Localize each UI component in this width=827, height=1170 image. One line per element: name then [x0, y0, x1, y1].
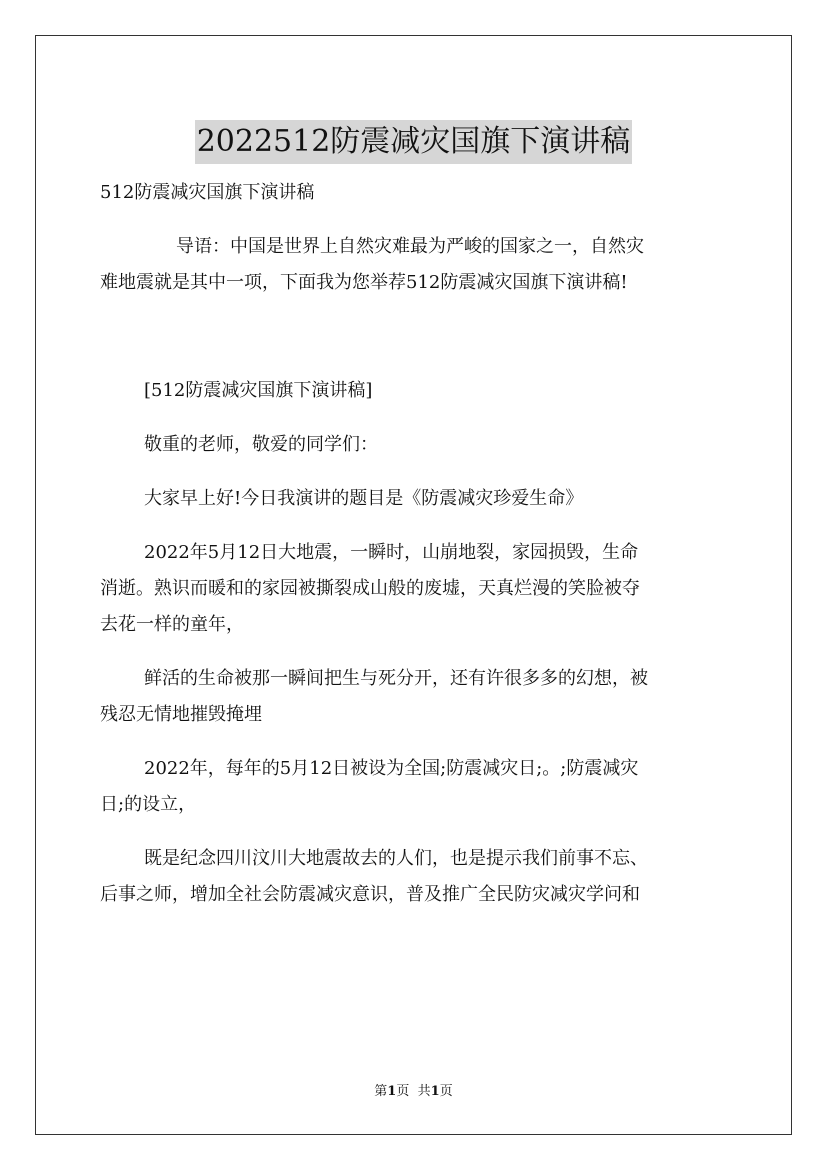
spacer [100, 319, 728, 373]
footer-page-prefix: 第 [374, 1084, 388, 1099]
intro-paragraph [100, 229, 728, 301]
body-paragraph [100, 751, 728, 823]
paragraph-line: 日;的设立， [100, 794, 197, 815]
intro-line-2: 难地震就是其中一项，下面我为您举荐512防震减灾国旗下演讲稿! [100, 272, 628, 293]
paragraph-line: 残忍无情地摧毁掩埋 [100, 704, 262, 725]
intro-line-1: 导语：中国是世界上自然灾难最为严峻的国家之一，自然灾 [176, 236, 644, 257]
paragraph-line: 既是纪念四川汶川大地震故去的人们，也是提示我们前事不忘、 [144, 848, 648, 869]
paragraph-line: 消逝。熟识而暖和的家园被撕裂成山般的废墟，天真烂漫的笑脸被夺 [100, 578, 640, 599]
opening: 大家早上好!今日我演讲的题目是《防震减灾珍爱生命》 [144, 488, 584, 509]
section-heading-paragraph [100, 373, 728, 409]
paragraph-line: 2022年5月12日大地震，一瞬时，山崩地裂，家园损毁，生命 [144, 542, 639, 563]
body-paragraph [100, 661, 728, 733]
footer-total-prefix: 共 [417, 1084, 431, 1099]
document-subtitle: 512防震减灾国旗下演讲稿 [100, 182, 315, 203]
footer-page-suffix: 页 [396, 1084, 410, 1099]
title-wrap [0, 100, 827, 184]
footer-total-number: 1 [430, 1084, 440, 1099]
paragraph-line: 去花一样的童年， [100, 614, 244, 635]
page-footer [0, 1083, 827, 1101]
greeting-paragraph [100, 427, 728, 463]
document-body [100, 175, 728, 931]
paragraph-line: 后事之师，增加全社会防震减灾意识，普及推广全民防灾减灾学问和 [100, 884, 640, 905]
body-paragraph [100, 535, 728, 643]
paragraph-line: 鲜活的生命被那一瞬间把生与死分开，还有许很多多的幻想，被 [144, 668, 648, 689]
opening-paragraph [100, 481, 728, 517]
section-heading: [512防震减灾国旗下演讲稿] [144, 380, 373, 401]
footer-page-number: 1 [387, 1084, 397, 1099]
greeting: 敬重的老师，敬爱的同学们： [144, 434, 378, 455]
subtitle-paragraph [100, 175, 728, 211]
body-paragraph [100, 841, 728, 913]
document-title: 2022512防震减灾国旗下演讲稿 [195, 120, 633, 164]
paragraph-line: 2022年，每年的5月12日被设为全国;防震减灾日;。;防震减灾 [144, 758, 639, 779]
footer-total-suffix: 页 [439, 1084, 453, 1099]
